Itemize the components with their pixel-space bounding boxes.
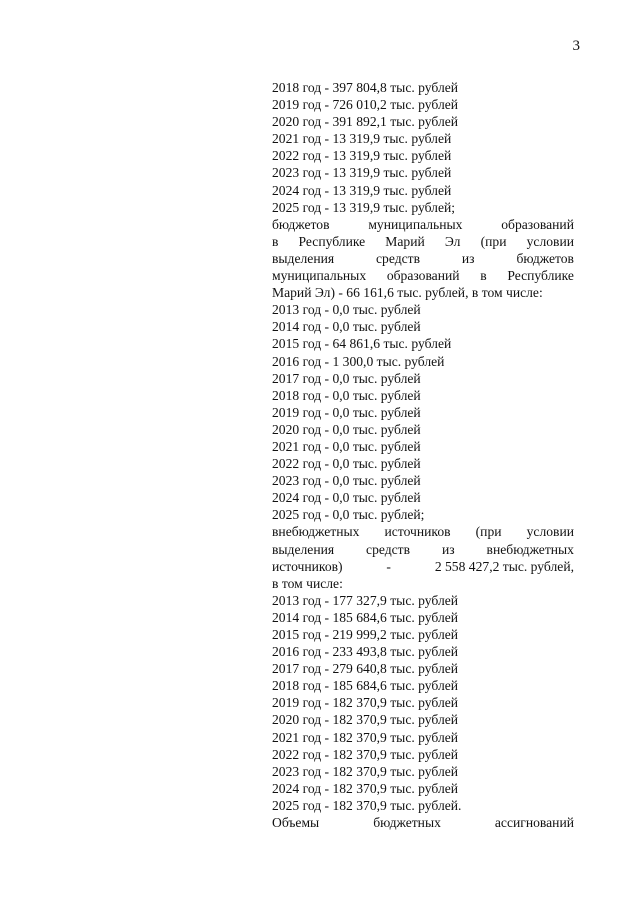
word: - bbox=[386, 558, 391, 574]
year-amount-line: 2018 год - 397 804,8 тыс. рублей bbox=[272, 80, 459, 95]
word: выделения bbox=[272, 541, 335, 557]
year-amount-line: 2019 год - 726 010,2 тыс. рублей bbox=[272, 97, 459, 113]
word: муниципальных bbox=[368, 216, 463, 232]
word: Объемы bbox=[272, 815, 320, 831]
word: в bbox=[480, 268, 487, 284]
word: средств bbox=[376, 250, 421, 266]
word: в bbox=[272, 233, 279, 249]
year-amount-line: 2023 год - 0,0 тыс. рублей bbox=[272, 473, 421, 489]
year-amount-line: 2023 год - 182 370,9 тыс. рублей bbox=[272, 763, 459, 779]
year-amount-line: 2024 год - 0,0 тыс. рублей bbox=[272, 490, 421, 506]
year-amount-line: 2025 год - 0,0 тыс. рублей; bbox=[272, 507, 425, 523]
municipal-budgets-heading bbox=[272, 216, 574, 284]
word: муниципальных bbox=[272, 268, 367, 284]
regional-budget-year-list bbox=[272, 79, 574, 216]
year-amount-line: 2018 год - 0,0 тыс. рублей bbox=[272, 387, 421, 403]
year-amount-line: 2018 год - 185 684,6 тыс. рублей bbox=[272, 678, 459, 694]
year-amount-line: 2022 год - 13 319,9 тыс. рублей bbox=[272, 148, 452, 164]
justified-text-line bbox=[272, 233, 574, 250]
year-amount-line: 2024 год - 13 319,9 тыс. рублей bbox=[272, 182, 452, 198]
word: бюджетов bbox=[516, 250, 574, 266]
year-amount-line: 2014 год - 185 684,6 тыс. рублей bbox=[272, 609, 459, 625]
word: бюджетов bbox=[272, 216, 330, 232]
page-number: 3 bbox=[572, 38, 580, 54]
extrabudgetary-sources-tail: в том числе: bbox=[272, 575, 343, 591]
word: источников bbox=[384, 524, 451, 540]
word: условии bbox=[526, 233, 574, 249]
municipal-budgets-total: Марий Эл) - 66 161,6 тыс. рублей, в том числе: bbox=[272, 285, 543, 301]
year-amount-line: 2016 год - 233 493,8 тыс. рублей bbox=[272, 644, 459, 660]
budget-allocations-heading bbox=[272, 814, 574, 831]
justified-text-line bbox=[272, 216, 574, 233]
extrabudgetary-sources-heading bbox=[272, 523, 574, 574]
year-amount-line: 2024 год - 182 370,9 тыс. рублей bbox=[272, 780, 459, 796]
year-amount-line: 2022 год - 0,0 тыс. рублей bbox=[272, 456, 421, 472]
word: условии bbox=[526, 524, 574, 540]
year-amount-line: 2019 год - 0,0 тыс. рублей bbox=[272, 404, 421, 420]
year-amount-line: 2020 год - 391 892,1 тыс. рублей bbox=[272, 114, 459, 130]
year-amount-line: 2021 год - 13 319,9 тыс. рублей bbox=[272, 131, 452, 147]
year-amount-line: 2025 год - 13 319,9 тыс. рублей; bbox=[272, 199, 456, 215]
word: (при bbox=[475, 524, 502, 540]
justified-text-line bbox=[272, 558, 574, 575]
word: ассигнований bbox=[494, 815, 574, 831]
year-amount-line: 2017 год - 0,0 тыс. рублей bbox=[272, 370, 421, 386]
year-amount-line: 2019 год - 182 370,9 тыс. рублей bbox=[272, 695, 459, 711]
year-amount-line: 2020 год - 0,0 тыс. рублей bbox=[272, 421, 421, 437]
funding-text-column bbox=[272, 79, 574, 831]
word: внебюджетных bbox=[486, 541, 574, 557]
year-amount-line: 2016 год - 1 300,0 тыс. рублей bbox=[272, 353, 445, 369]
year-amount-line: 2021 год - 182 370,9 тыс. рублей bbox=[272, 729, 459, 745]
word: Республике bbox=[298, 233, 366, 249]
word: из bbox=[461, 250, 475, 266]
word: 2 558 427,2 тыс. рублей, bbox=[434, 558, 574, 574]
year-amount-line: 2017 год - 279 640,8 тыс. рублей bbox=[272, 661, 459, 677]
justified-text-line bbox=[272, 523, 574, 540]
word: Эл bbox=[444, 233, 461, 249]
justified-text-line bbox=[272, 250, 574, 267]
word: внебюджетных bbox=[272, 524, 360, 540]
municipal-budget-year-list bbox=[272, 301, 574, 523]
year-amount-line: 2025 год - 182 370,9 тыс. рублей. bbox=[272, 797, 462, 813]
word: образований bbox=[386, 268, 460, 284]
word: бюджетных bbox=[373, 815, 441, 831]
word: (при bbox=[480, 233, 507, 249]
word: Республике bbox=[507, 268, 574, 284]
year-amount-line: 2013 год - 177 327,9 тыс. рублей bbox=[272, 592, 459, 608]
extrabudgetary-year-list bbox=[272, 592, 574, 814]
year-amount-line: 2015 год - 64 861,6 тыс. рублей bbox=[272, 336, 452, 352]
year-amount-line: 2020 год - 182 370,9 тыс. рублей bbox=[272, 712, 459, 728]
year-amount-line: 2014 год - 0,0 тыс. рублей bbox=[272, 319, 421, 335]
word: выделения bbox=[272, 250, 335, 266]
word: Марий bbox=[385, 233, 425, 249]
year-amount-line: 2015 год - 219 999,2 тыс. рублей bbox=[272, 627, 459, 642]
word: источников) bbox=[272, 558, 343, 574]
word: из bbox=[441, 541, 455, 557]
year-amount-line: 2021 год - 0,0 тыс. рублей bbox=[272, 438, 421, 454]
year-amount-line: 2022 год - 182 370,9 тыс. рублей bbox=[272, 746, 459, 762]
word: образований bbox=[501, 216, 574, 232]
justified-text-line bbox=[272, 814, 574, 831]
justified-text-line bbox=[272, 541, 574, 558]
year-amount-line: 2023 год - 13 319,9 тыс. рублей bbox=[272, 165, 452, 181]
word: средств bbox=[366, 541, 411, 557]
justified-text-line bbox=[272, 267, 574, 284]
year-amount-line: 2013 год - 0,0 тыс. рублей bbox=[272, 302, 421, 318]
